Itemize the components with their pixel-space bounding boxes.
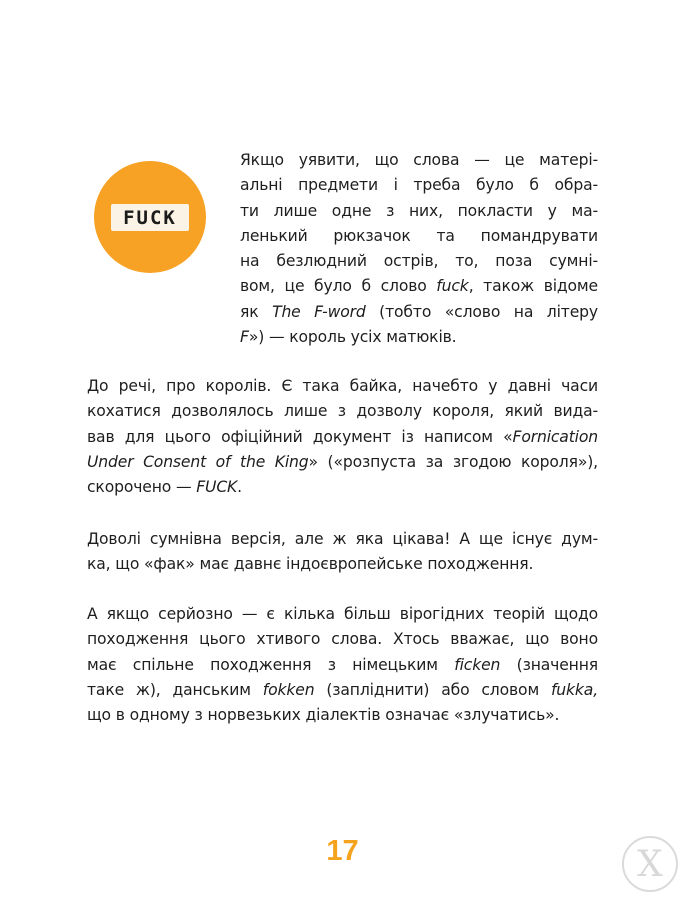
kings-paragraph [87,374,598,500]
fuck-plate: FUCK [111,204,189,231]
text-line: Якщо уявити, що слова — це матері- [240,151,598,169]
text-line: на безлюдний острів, то, поза сумні- [240,252,598,271]
text-line: А якщо серйозно — є кілька більш вірогідних теорій щодо [87,605,598,623]
doubtful-version-paragraph [87,527,598,578]
text-line: вом, це було б слово fuck, також відоме [240,277,598,296]
page-number: 17 [326,835,359,867]
intro-paragraph [240,148,598,350]
text-line: F») — король усіх матюків. [240,328,457,347]
text-line: ти лише одне з них, покласти у ма- [240,201,598,220]
text-line: Доволі сумнівна версія, але ж яка цікава! А ще існує дум- [87,530,598,548]
text-line: альні предмети і треба було б обра- [240,176,598,195]
text-line: вав для цього офіційний документ із написом «Fornication [87,427,598,446]
text-line: що в одному з норвезьких діалектів означає «злучатись». [87,706,560,725]
origin-theories-paragraph [87,602,598,728]
text-line: ка, що «фак» має давнє індоєвропейське походження. [87,555,534,574]
text-line: походження цього хтивого слова. Хтось вважає, що воно [87,630,598,649]
text-line: кохатися дозволялось лише з дозволу короля, який вида- [87,402,598,421]
text-line: До речі, про королів. Є така байка, начебто у давні часи [87,377,598,395]
publisher-seal-icon: X [622,836,678,892]
text-line: Under Consent of the King» («розпуста за згодою короля»), [87,452,598,471]
text-line: як The F-word (тобто «слово на літеру [240,302,598,321]
text-line: скорочено — FUCK. [87,478,242,497]
text-line: має спільне походження з німецьким ficken (значення [87,655,598,674]
text-line: ленький рюкзачок та помандрувати [240,226,598,245]
text-line: таке ж), данським fokken (запліднити) або словом fukka, [87,680,598,699]
